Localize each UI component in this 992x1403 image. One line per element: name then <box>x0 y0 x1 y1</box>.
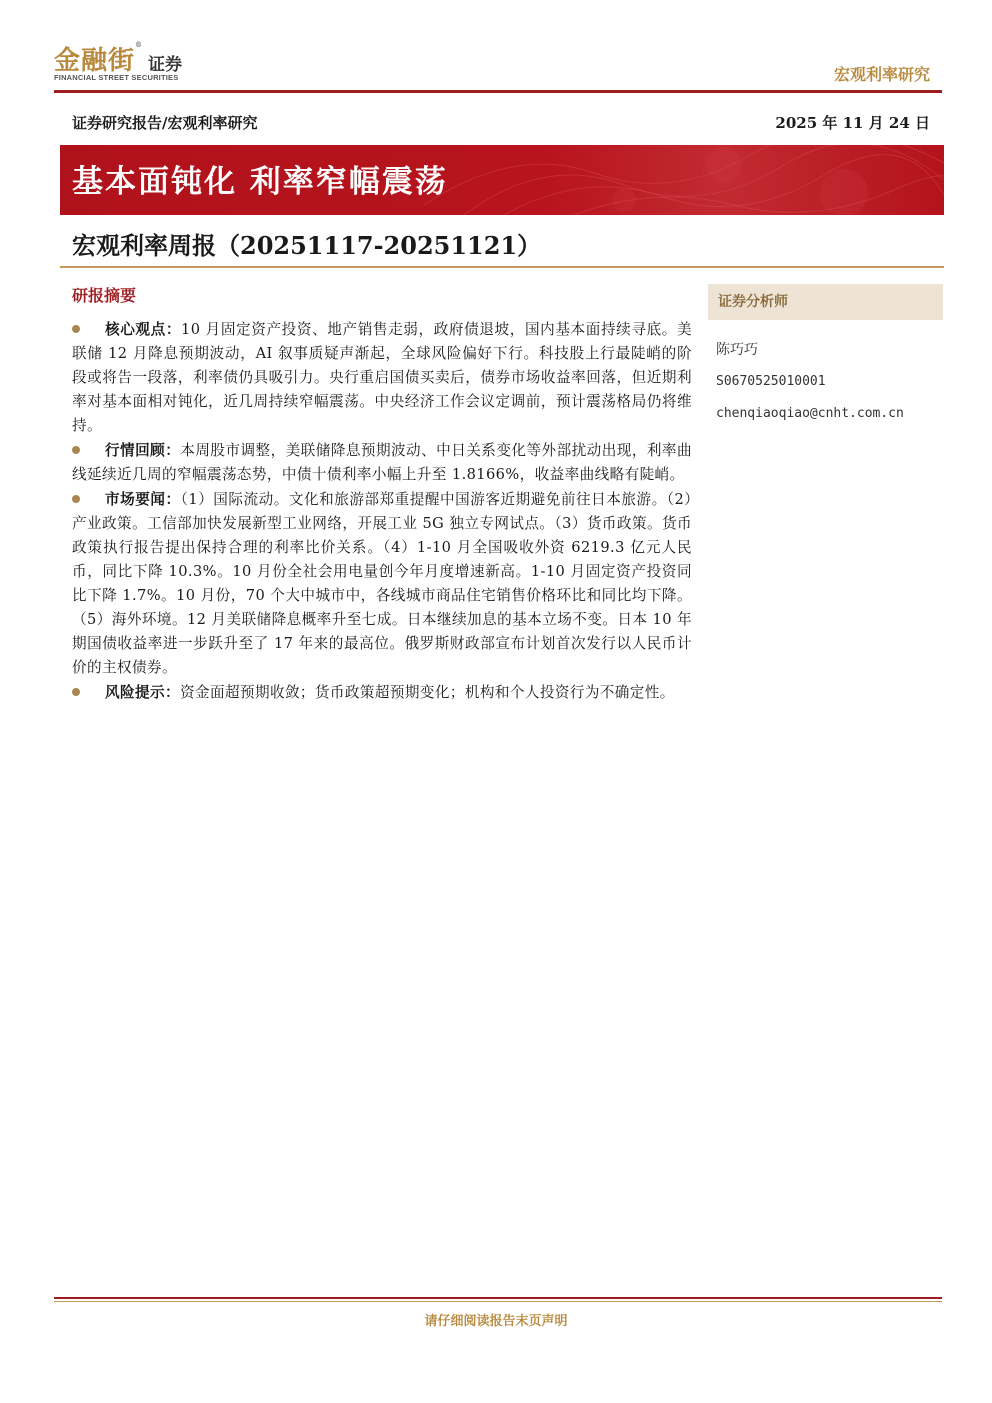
summary-item-text: （1）国际流动。文化和旅游部郑重提醒中国游客近期避免前往日本旅游。（2）产业政策。工信部加快发展新型工业网络，开展工业 5G 独立专网试点。（3）货币政策。货币政策执行报告提出保持合理的利率比价关系。（4）1-10 月全国吸收外资 6219.3 亿元人民币，同比下降 10.3%。10 月份全社会用电量创今年月度增速新高。1-10 月固定资产投资同比下降 1.7%。10 月份，70 个大中城市中，各线城市商品住宅销售价格环比和同比均下降。（5）海外环境。12 月美联储降息概率升至七成。日本继续加息的基本立场不变。日本 10 年期国债收益率进一步跃升至了 17 年来的最高位。俄罗斯财政部宣布计划首次发行以人民币计价的主权债券。 <box>72 491 692 676</box>
summary-item <box>72 439 692 487</box>
summary-heading: 研报摘要 <box>72 286 137 305</box>
bullet-icon <box>72 446 80 454</box>
summary-item-text: 资金面超预期收敛；货币政策超预期变化；机构和个人投资行为不确定性。 <box>179 684 675 701</box>
analyst-panel <box>708 284 943 421</box>
company-logo <box>54 40 204 84</box>
logo-suffix-text: 证券 <box>148 55 182 75</box>
summary-item-lead: 市场要闻： <box>105 491 181 508</box>
footer-divider <box>54 1297 942 1299</box>
summary-item <box>72 681 692 705</box>
summary-item-text: 本周股市调整，美联储降息预期波动、中日关系变化等外部扰动出现，利率曲线延续近几周的窄幅震荡态势，中债十债利率小幅上升至 1.8166%，收益率曲线略有陡峭。 <box>72 442 692 483</box>
summary-item <box>72 488 692 680</box>
footer-divider-thin <box>54 1301 942 1302</box>
report-date: 2025 年 11 月 24 日 <box>775 114 930 132</box>
summary-item-lead: 核心观点： <box>105 321 182 338</box>
banner-decoration <box>424 145 944 215</box>
analyst-heading: 证券分析师 <box>708 284 943 320</box>
report-category: 证券研究报告/宏观利率研究 <box>72 114 258 132</box>
summary-item-lead: 风险提示： <box>105 684 180 701</box>
analyst-email[interactable]: chenqiaoqiao@cnht.com.cn <box>716 406 904 421</box>
logo-cn-text: 金融街® <box>54 40 144 76</box>
report-title: 基本面钝化 利率窄幅震荡 <box>72 164 448 200</box>
header-divider <box>54 90 942 93</box>
logo-en-text: FINANCIAL STREET SECURITIES <box>54 73 179 82</box>
footer-disclaimer-notice: 请仔细阅读报告末页声明 <box>424 1314 568 1329</box>
bullet-icon <box>72 688 80 696</box>
analyst-name: 陈巧巧 <box>716 342 758 358</box>
summary-item-text: 10 月固定资产投资、地产销售走弱，政府债退坡，国内基本面持续寻底。美联储 12 月降息预期波动，AI 叙事质疑声渐起，全球风险偏好下行。科技股上行最陡峭的阶段或将告一段落，利率债仍具吸引力。央行重启国债买卖后，债券市场收益率回落，但近期利率对基本面相对钝化，近几周持续窄幅震荡。中央经济工作会议定调前，预计震荡格局仍将维持。 <box>72 321 692 434</box>
analyst-certificate: S0670525010001 <box>716 374 826 389</box>
subtitle-divider <box>60 266 944 268</box>
header-section-label: 宏观利率研究 <box>833 65 930 84</box>
summary-item <box>72 318 692 438</box>
report-subtitle: 宏观利率周报（20251117-20251121） <box>72 231 542 260</box>
bullet-icon <box>72 495 80 503</box>
summary-item-lead: 行情回顾： <box>105 442 181 459</box>
summary-body <box>72 318 692 706</box>
title-banner <box>60 145 944 215</box>
bullet-icon <box>72 325 80 333</box>
